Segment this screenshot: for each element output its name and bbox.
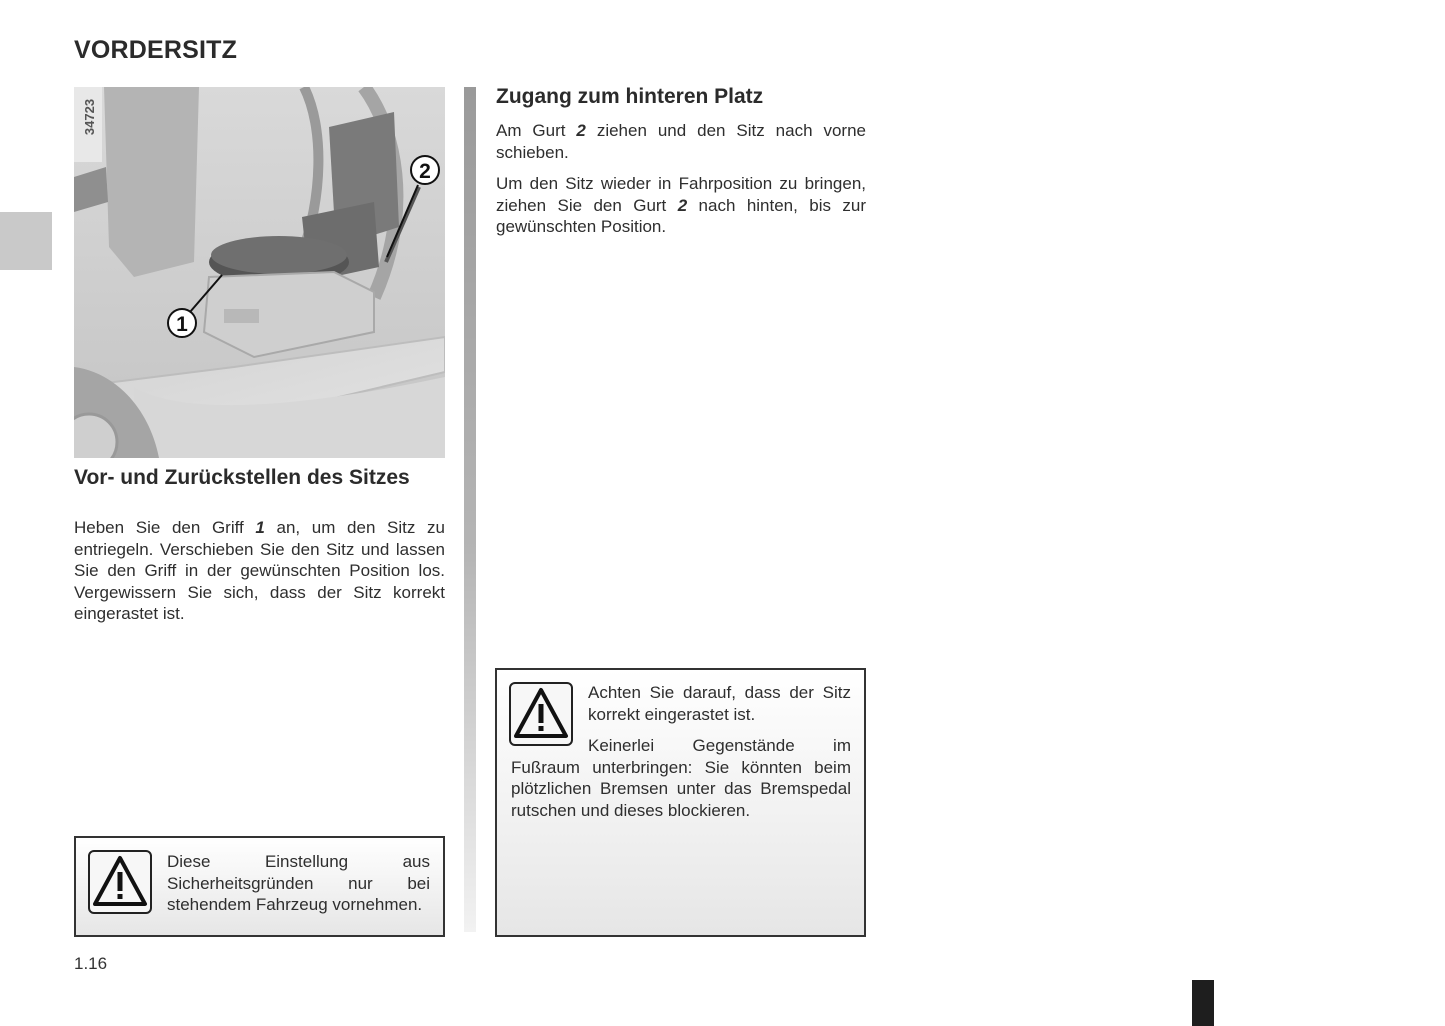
callout-2-label: 2 bbox=[419, 160, 431, 183]
column-divider bbox=[464, 87, 476, 932]
warning-text-right-2: Keinerlei Gegenstände im Fußraum unterbringen: Sie könnten beim plötzlichen Bremsen unter das Bremspedal rutschen und dieses blockieren. bbox=[511, 736, 851, 820]
seat-drawing bbox=[74, 87, 445, 458]
warning-text-left: Diese Einstellung aus Sicherheitsgründen nur bei stehendem Fahrzeug vornehmen. bbox=[167, 852, 430, 914]
section-tab-marker bbox=[0, 212, 52, 270]
warning-text-right-1: Achten Sie darauf, dass der Sitz korrekt eingerastet ist. bbox=[588, 683, 851, 724]
seat-illustration bbox=[74, 87, 445, 458]
right-section-heading: Zugang zum hinteren Platz bbox=[496, 85, 764, 108]
figure-reference-number: 34723 bbox=[82, 98, 97, 136]
page-number: 1.16 bbox=[74, 954, 108, 973]
warning-box-left bbox=[74, 836, 445, 937]
right-section-paragraph-1: Am Gurt 2 ziehen und den Sitz nach vorne schieben. bbox=[496, 121, 866, 162]
ref-number-2b: 2 bbox=[677, 195, 688, 215]
chapter-marker bbox=[1192, 980, 1214, 1026]
callout-1-label: 1 bbox=[176, 313, 188, 336]
left-section-heading: Vor- und Zurückstellen des Sitzes bbox=[74, 466, 410, 489]
warning-triangle-icon bbox=[88, 850, 152, 914]
right-section-paragraph-2: Um den Sitz wieder in Fahrposition zu bringen, ziehen Sie den Gurt 2 nach hinten, bis zur gewünschten Position. bbox=[496, 174, 866, 236]
left-section-paragraph: Heben Sie den Griff 1 an, um den Sitz zu entriegeln. Verschieben Sie den Sitz und lassen Sie den Griff in der gewünschten Position los. Vergewissern Sie sich, dass der Sitz korrekt eingerastet ist. bbox=[74, 518, 445, 623]
ref-number-2: 2 bbox=[576, 121, 586, 140]
ref-number-1: 1 bbox=[255, 518, 265, 537]
warning-box-right bbox=[495, 668, 866, 937]
page-title: VORDERSITZ bbox=[74, 36, 238, 64]
